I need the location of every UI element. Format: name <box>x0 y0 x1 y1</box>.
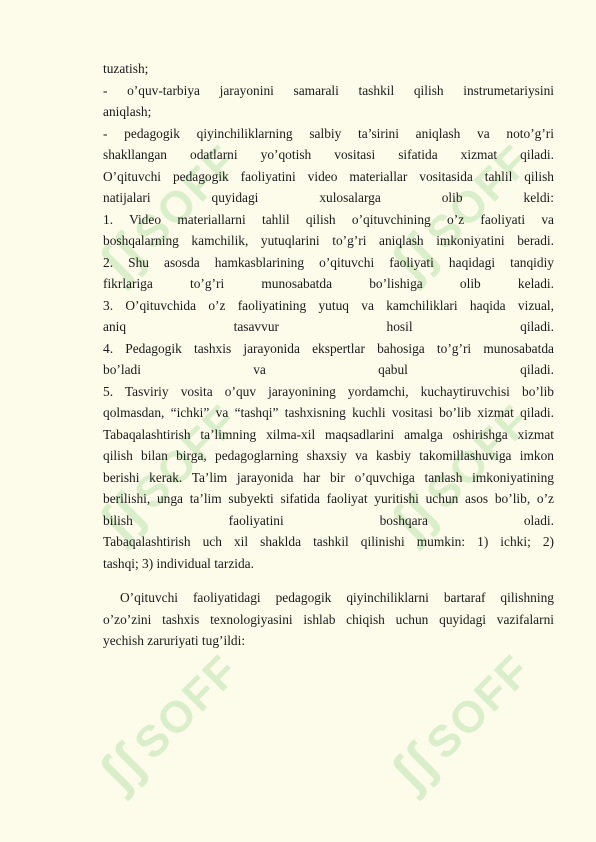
text-line: 1. Video materiallarni tahlil qilish o’qituvchining o’z faoliyati va <box>103 211 554 227</box>
text-line: qolmasdan, “ichki” va “tashqi” tashxisning kuchli vositasi bo’lib xizmat qiladi. <box>103 405 554 420</box>
text-line: Tabaqalashtirish ta’limning xilma-xil maqsadlarini amalga oshirishga xizmat <box>103 426 554 442</box>
watermark-logo-icon: ʃʃ <box>88 223 158 292</box>
text-line: 4. Pedagogik tashxis jarayonida ekspertlar bahosiga to’g’ri munosabatda <box>103 340 554 356</box>
watermark-logo-icon: ʃʃ <box>380 223 450 292</box>
watermark-text: SOFF <box>417 645 541 769</box>
text-line: yechish zaruriyati tug’ildi: <box>103 633 246 648</box>
text-line: aniq tasavvur hosil qiladi. <box>103 319 554 334</box>
watermark-logo-icon: ʃʃ <box>88 483 158 552</box>
text-line: - pedagogik qiyinchiliklarning salbiy ta’sirini aniqlash va noto’g’ri <box>103 125 554 141</box>
watermark-text: SOFF <box>417 135 541 259</box>
watermark-text: SOFF <box>125 135 249 259</box>
watermark-text: SOFF <box>417 395 541 519</box>
text-line: Tabaqalashtirish uch xil shaklda tashkil qilinishi mumkin: 1) ichki; 2) <box>103 534 554 549</box>
text-line: o’zo’zini tashxis texnologiyasini ishlab chiqish uchun quyidagi vazifalarni <box>103 611 554 627</box>
text-line: tashqi; 3) individual tarzida. <box>103 555 254 571</box>
text-line: qilish bilan birga, pedagoglarning shaxsiy va kasbiy takomillashuviga imkon <box>103 448 554 463</box>
text-line: bo’ladi va qabul qiladi. <box>103 362 554 377</box>
text-line: O’qituvchi pedagogik faoliyatini video materiallar vositasida tahlil qilish <box>103 168 554 184</box>
text-line: 2. Shu asosda hamkasblarining o’qituvchi faoliyati haqidagi tanqidiy <box>103 254 554 270</box>
text-line: berishi kerak. Ta’lim jarayonida har bir o’quvchiga tanlash imkoniyatining <box>103 469 554 485</box>
text-line: 5. Tasviriy vosita o’quv jarayonining yordamchi, kuchaytiruvchisi bo’lib <box>103 383 554 399</box>
text-line: - o’quv-tarbiya jarayonini samarali tashkil qilish instrumetariysini <box>103 82 554 98</box>
text-line: tuzatish; <box>103 61 149 76</box>
text-line: natijalari quyidagi xulosalarga olib keldi: <box>103 190 554 205</box>
text-line: 3. O’qituvchida o’z faoliyatining yutuq va kamchiliklari haqida vizual, <box>103 297 554 313</box>
watermark <box>88 640 251 803</box>
text-line: boshqalarning kamchilik, yutuqlarini to’g’ri aniqlash imkoniyatini beradi. <box>103 233 554 248</box>
text-line: O’qituvchi faoliyatidagi pedagogik qiyinchiliklarni bartaraf qilishning <box>120 590 554 605</box>
text-line: aniqlash; <box>103 104 152 119</box>
text-line: bilish faoliyatini boshqara oladi. <box>103 512 554 528</box>
watermark <box>380 640 543 803</box>
watermark-logo-icon: ʃʃ <box>380 733 450 802</box>
watermark-logo-icon: ʃʃ <box>88 733 158 802</box>
paragraph-gap <box>103 574 554 587</box>
document-body <box>103 58 554 652</box>
text-line: fikrlariga to’g’ri munosabatda bo’lishiga olib keladi. <box>103 276 554 291</box>
watermark-logo-icon: ʃʃ <box>380 483 450 552</box>
watermark-text: SOFF <box>125 645 249 769</box>
watermark-text: SOFF <box>125 395 249 519</box>
text-line: berilishi, unga ta’lim subyekti sifatida faoliyat yuritishi uchun asos bo’lib, o’z <box>103 491 554 506</box>
text-line: shakllangan odatlarni yo’qotish vositasi sifatida xizmat qiladi. <box>103 147 554 162</box>
